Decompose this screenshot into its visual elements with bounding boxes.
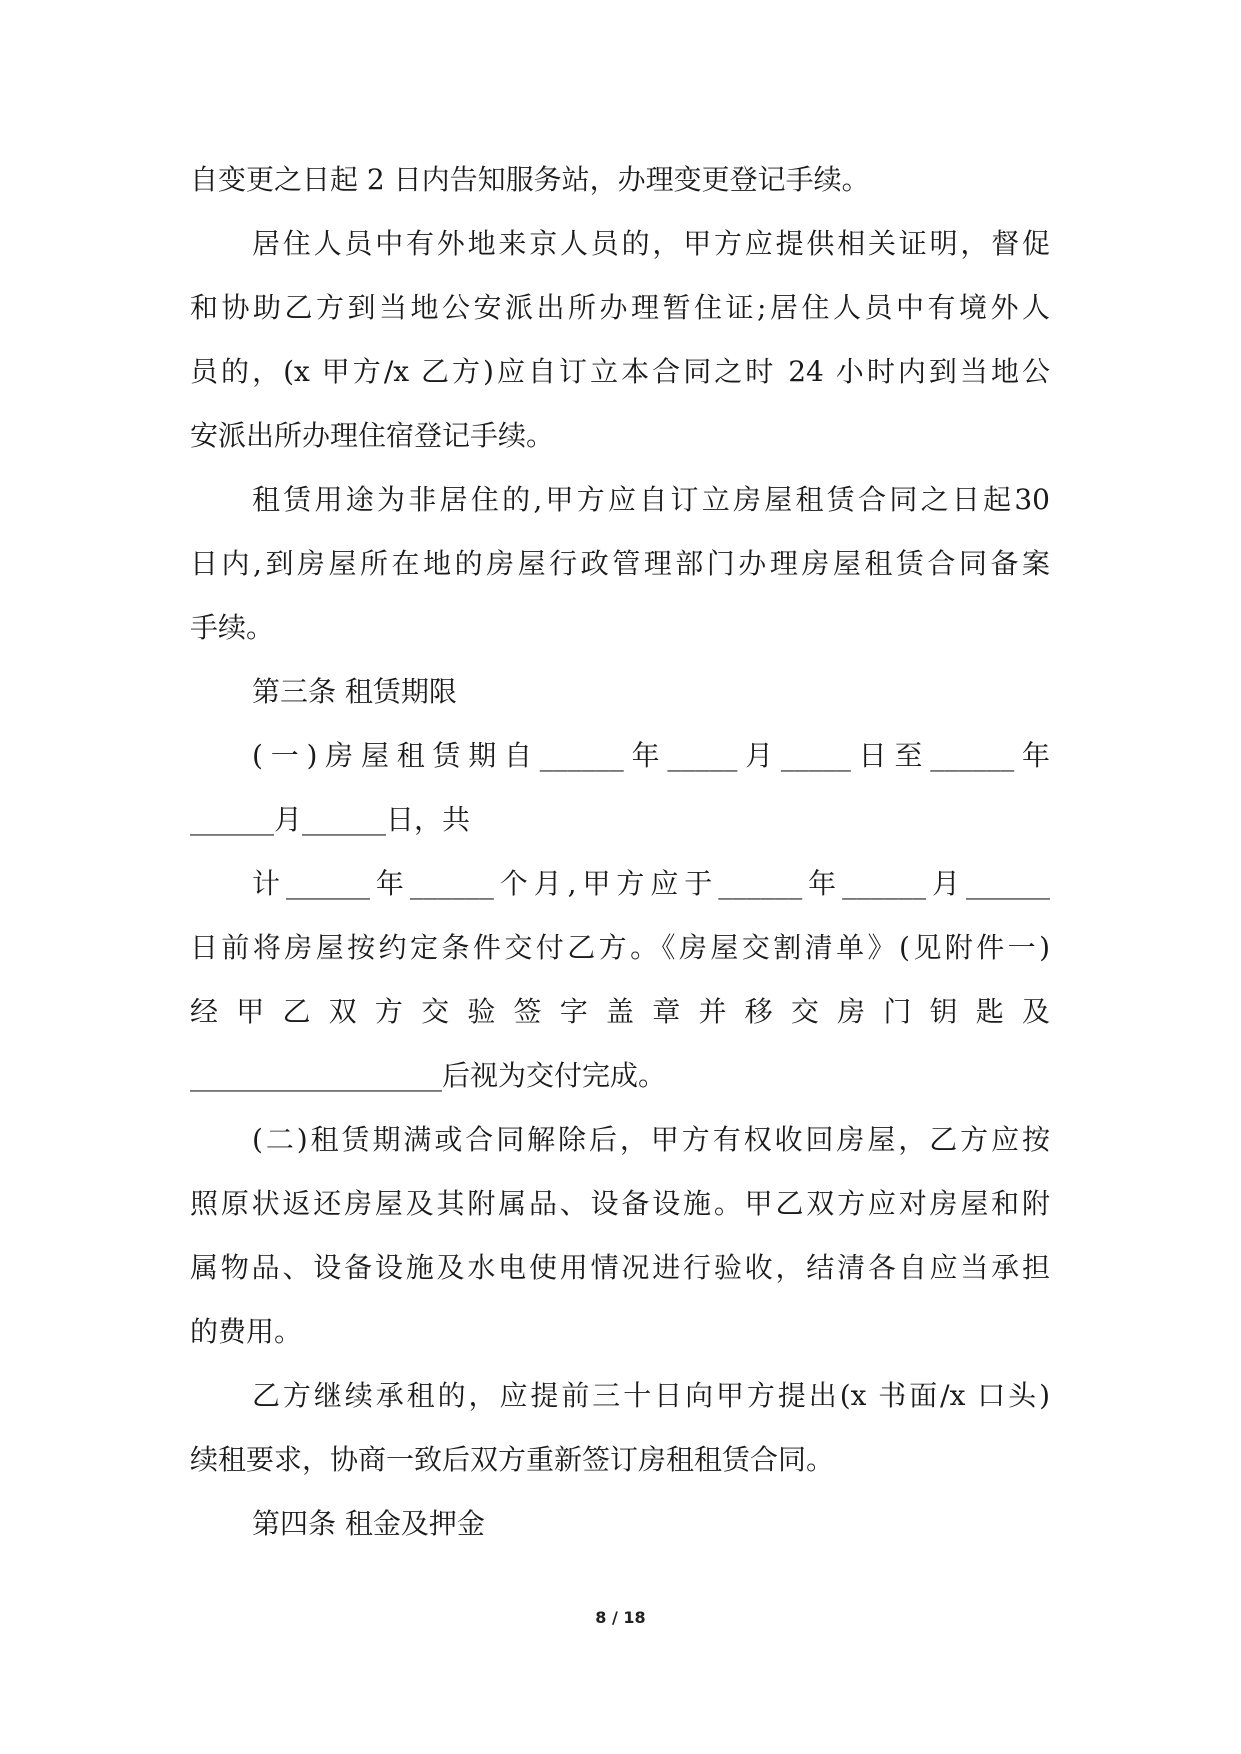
text-line: 续租要求，协商一致后双方重新签订房租租赁合同。 xyxy=(190,1443,835,1476)
text-line: 的费用。 xyxy=(190,1315,303,1348)
text-line: 属物品、设备设施及水电使用情况进行验收，结清各自应当承担 xyxy=(190,1251,1050,1284)
text-line: 自变更之日起 2 日内告知服务站，办理变更登记手续。 xyxy=(190,163,870,196)
text-line: 和协助乙方到当地公安派出所办理暂住证;居住人员中有境外人 xyxy=(190,291,1050,324)
section-heading: 第四条 租金及押金 xyxy=(252,1507,485,1540)
section-heading: 第三条 租赁期限 xyxy=(252,675,457,708)
text-line: 租赁用途为非居住的,甲方应自订立房屋租赁合同之日起30 xyxy=(252,483,1050,516)
text-line: 日内,到房屋所在地的房屋行政管理部门办理房屋租赁合同备案 xyxy=(190,547,1050,580)
text-line: 计______年______个月,甲方应于______年______月______ xyxy=(252,867,1050,900)
text-line: 照原状返还房屋及其附属品、设备设施。甲乙双方应对房屋和附 xyxy=(190,1187,1050,1220)
text-line: __________________后视为交付完成。 xyxy=(190,1059,667,1092)
text-line: ______月______日，共 xyxy=(190,803,471,836)
text-line: 乙方继续承租的，应提前三十日向甲方提出(x 书面/x 口头) xyxy=(252,1379,1050,1412)
text-line: (一)房屋租赁期自______年_____月_____日至______年 xyxy=(252,739,1050,772)
text-line: 日前将房屋按约定条件交付乙方。《房屋交割清单》(见附件一) xyxy=(190,931,1050,964)
text-line: 经 甲 乙 双 方 交 验 签 字 盖 章 并 移 交 房 门 钥 匙 及 xyxy=(190,995,1050,1028)
text-line: (二)租赁期满或合同解除后，甲方有权收回房屋，乙方应按 xyxy=(252,1123,1050,1156)
page-number: 8 / 18 xyxy=(595,1608,646,1627)
text-line: 居住人员中有外地来京人员的，甲方应提供相关证明，督促 xyxy=(252,227,1050,260)
text-line: 手续。 xyxy=(190,611,275,644)
text-line: 员的，(x 甲方/x 乙方)应自订立本合同之时 24 小时内到当地公 xyxy=(190,355,1050,388)
text-line: 安派出所办理住宿登记手续。 xyxy=(190,419,555,452)
